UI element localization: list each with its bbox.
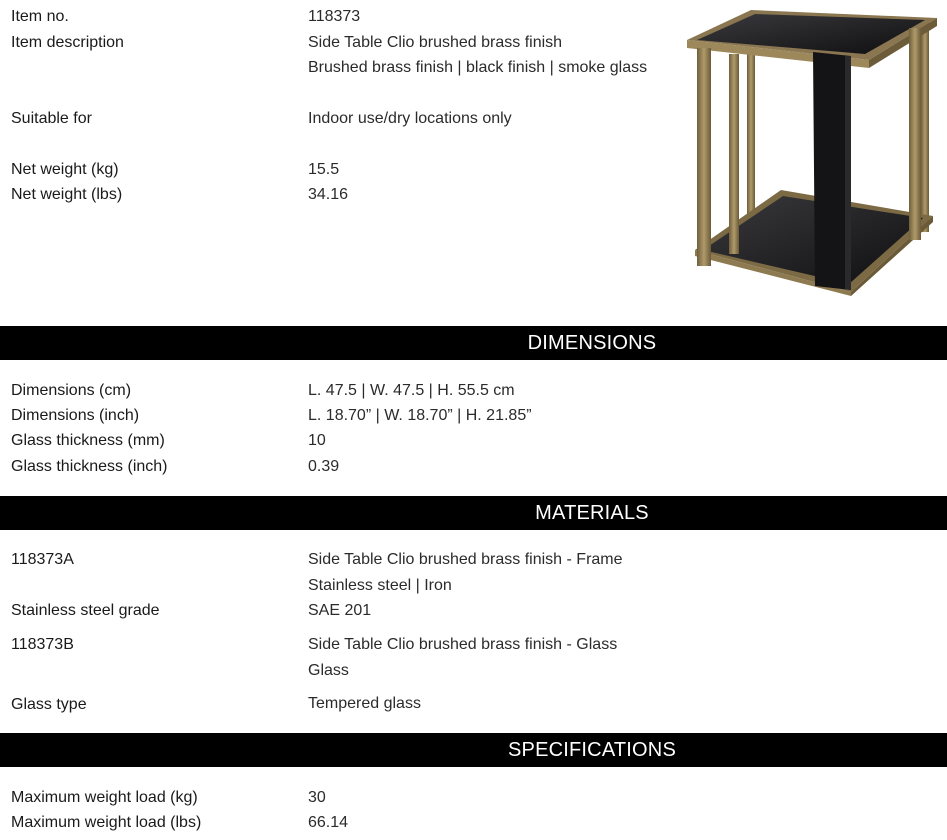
item-no-label: Item no. — [11, 8, 69, 25]
net-weight-kg-label: Net weight (kg) — [11, 161, 119, 178]
materials-header-bar — [0, 496, 947, 530]
dimensions-header-bar — [0, 326, 947, 360]
material-a-line2: Stainless steel | Iron — [308, 577, 452, 594]
glass-type-value: Tempered glass — [308, 695, 421, 712]
net-weight-lbs-label: Net weight (lbs) — [11, 186, 123, 203]
dimensions-cm-label: Dimensions (cm) — [11, 382, 132, 399]
glass-thickness-inch-value: 0.39 — [308, 458, 340, 475]
max-load-lbs-value: 66.14 — [308, 814, 349, 831]
max-load-lbs-label: Maximum weight load (lbs) — [11, 814, 202, 831]
material-b-line2: Glass — [308, 662, 349, 679]
material-a-line1: Side Table Clio brushed brass finish - Frame — [308, 551, 623, 568]
glass-thickness-mm-label: Glass thickness (mm) — [11, 432, 165, 449]
suitable-for-label: Suitable for — [11, 110, 92, 127]
material-a-label: 118373A — [11, 551, 74, 568]
max-load-kg-label: Maximum weight load (kg) — [11, 789, 198, 806]
suitable-for-value: Indoor use/dry locations only — [308, 110, 512, 127]
glass-type-label: Glass type — [11, 696, 87, 713]
item-description-line1: Side Table Clio brushed brass finish — [308, 34, 563, 51]
stainless-steel-grade-label: Stainless steel grade — [11, 602, 160, 619]
material-b-label: 118373B — [11, 636, 74, 653]
net-weight-lbs-value: 34.16 — [308, 186, 349, 203]
specifications-header: SPECIFICATIONS — [507, 739, 676, 761]
product-image-side-table — [683, 4, 941, 296]
material-b-line1: Side Table Clio brushed brass finish - Glass — [308, 636, 618, 653]
dimensions-cm-value: L. 47.5 | W. 47.5 | H. 55.5 cm — [308, 382, 515, 399]
dimensions-inch-label: Dimensions (inch) — [11, 407, 140, 424]
item-no-value: 118373 — [308, 8, 361, 25]
item-description-label: Item description — [11, 34, 124, 51]
glass-thickness-mm-value: 10 — [308, 432, 326, 449]
item-description-line2: Brushed brass finish | black finish | smoke glass — [308, 59, 648, 76]
net-weight-kg-value: 15.5 — [308, 161, 340, 178]
stainless-steel-grade-value: SAE 201 — [308, 602, 372, 619]
materials-header: MATERIALS — [535, 502, 649, 524]
dimensions-inch-value: L. 18.70” | W. 18.70” | H. 21.85” — [308, 407, 532, 424]
max-load-kg-value: 30 — [308, 789, 326, 806]
glass-thickness-inch-label: Glass thickness (inch) — [11, 458, 168, 475]
specifications-header-bar — [0, 733, 947, 767]
dimensions-header: DIMENSIONS — [527, 332, 657, 354]
